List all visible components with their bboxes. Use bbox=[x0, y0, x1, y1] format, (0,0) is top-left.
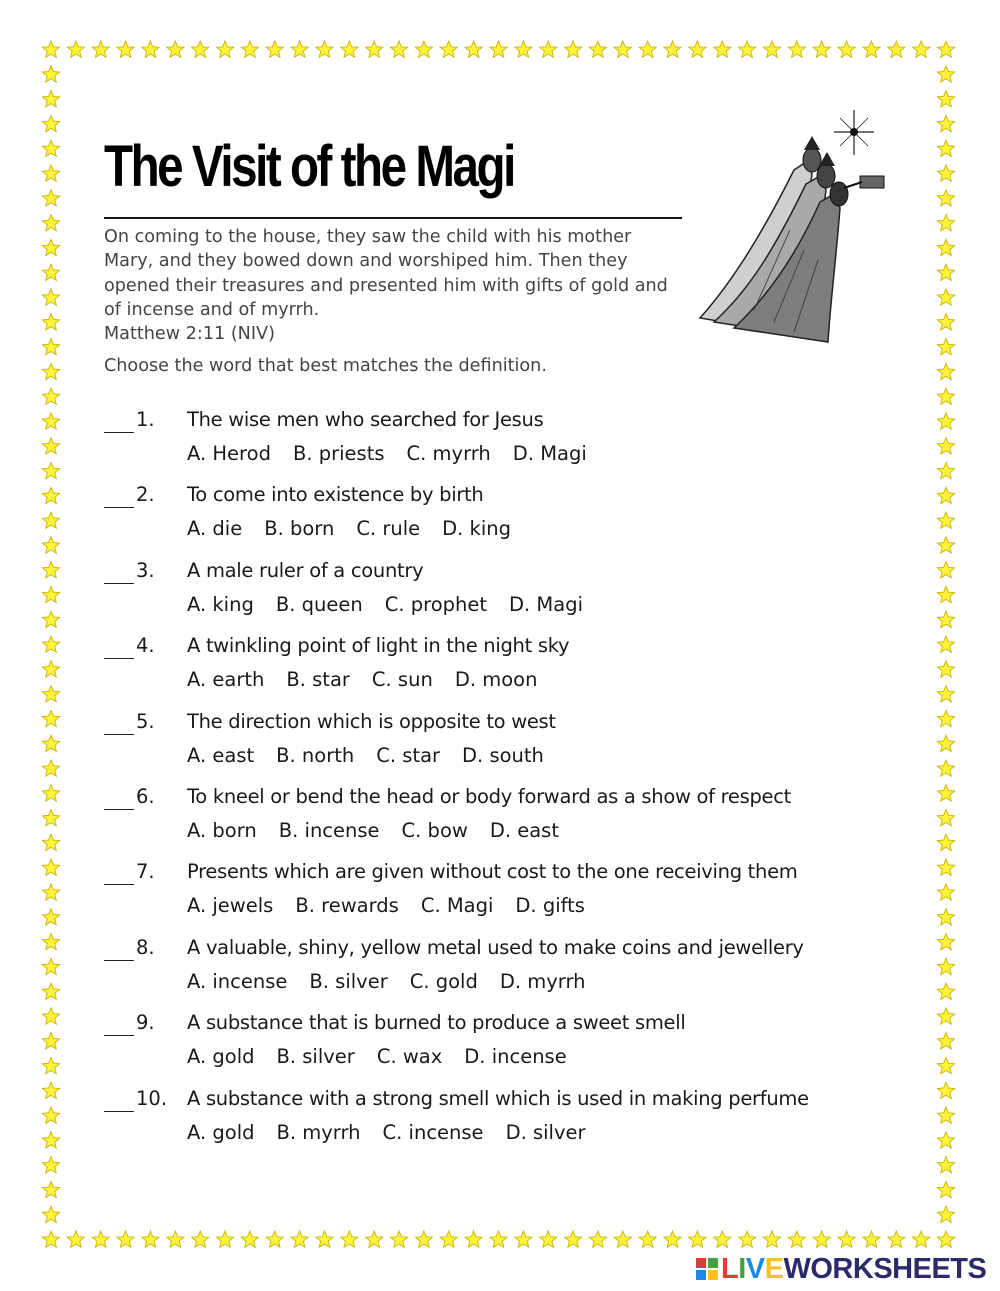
question-item bbox=[104, 556, 904, 631]
border-star-icon bbox=[937, 537, 954, 553]
border-star-icon bbox=[838, 1231, 855, 1247]
border-star-icon bbox=[42, 289, 59, 305]
answer-choices bbox=[187, 1045, 589, 1068]
border-star-icon bbox=[42, 785, 59, 801]
border-star-icon bbox=[266, 1231, 283, 1247]
wise-men-figures bbox=[700, 136, 884, 342]
border-star-icon bbox=[42, 1231, 59, 1247]
border-star-icon bbox=[42, 165, 59, 181]
answer-choice: C. wax bbox=[376, 1045, 443, 1069]
border-star-icon bbox=[937, 1058, 954, 1074]
answer-choice: C. star bbox=[376, 743, 441, 767]
border-star-icon bbox=[937, 884, 954, 900]
border-star-icon bbox=[937, 165, 954, 181]
answer-choice: C. sun bbox=[371, 668, 433, 692]
answer-choice: B. silver bbox=[309, 969, 388, 993]
answer-choice: D. Magi bbox=[512, 442, 587, 465]
answer-choice: C. Magi bbox=[420, 894, 494, 918]
border-star-icon bbox=[42, 388, 59, 404]
answer-choice: B. silver bbox=[276, 1045, 355, 1069]
liveworksheets-logo-icon bbox=[696, 1258, 718, 1280]
question-item bbox=[104, 857, 904, 932]
border-star-icon bbox=[937, 239, 954, 255]
question-item bbox=[104, 782, 904, 857]
border-star-icon bbox=[490, 41, 507, 57]
question-number: 4. bbox=[136, 634, 155, 658]
instruction-text: Choose the word that best matches the definition. bbox=[104, 356, 547, 376]
border-star-icon bbox=[415, 1231, 432, 1247]
border-star-icon bbox=[192, 1231, 209, 1247]
border-star-icon bbox=[937, 1132, 954, 1148]
answer-choices bbox=[187, 593, 605, 616]
border-star-icon bbox=[42, 834, 59, 850]
answer-choice: C. incense bbox=[382, 1120, 484, 1144]
border-star-icon bbox=[937, 41, 954, 57]
scripture-passage bbox=[104, 225, 684, 346]
border-star-icon bbox=[937, 1181, 954, 1197]
question-definition: A twinkling point of light in the night sky bbox=[187, 634, 570, 658]
answer-blank[interactable] bbox=[104, 1035, 134, 1036]
border-star-icon bbox=[42, 1008, 59, 1024]
answer-choice: D. Magi bbox=[509, 592, 583, 616]
border-star-icon bbox=[42, 215, 59, 231]
question-item bbox=[104, 480, 904, 555]
answer-choice: A. gold bbox=[187, 1045, 255, 1069]
border-star-icon bbox=[440, 1231, 457, 1247]
answer-choices bbox=[187, 970, 608, 993]
question-item bbox=[104, 405, 904, 480]
border-star-icon bbox=[117, 1231, 134, 1247]
answer-choices bbox=[187, 668, 559, 691]
border-star-icon bbox=[42, 463, 59, 479]
border-star-icon bbox=[937, 760, 954, 776]
question-definition: A substance that is burned to produce a sweet smell bbox=[187, 1011, 686, 1035]
question-item bbox=[104, 933, 904, 1008]
border-star-icon bbox=[664, 1231, 681, 1247]
answer-blank[interactable] bbox=[104, 884, 134, 885]
liveworksheets-brand bbox=[696, 1254, 986, 1284]
border-star-icon bbox=[42, 636, 59, 652]
border-star-icon bbox=[937, 1231, 954, 1247]
border-star-icon bbox=[42, 339, 59, 355]
answer-choice: A. earth bbox=[187, 668, 265, 692]
answer-choices bbox=[187, 517, 533, 540]
border-star-icon bbox=[440, 41, 457, 57]
border-star-icon bbox=[589, 41, 606, 57]
logo-square bbox=[708, 1258, 718, 1268]
border-star-icon bbox=[42, 1082, 59, 1098]
answer-choice: B. rewards bbox=[295, 894, 399, 918]
answer-blank[interactable] bbox=[104, 809, 134, 810]
border-star-icon bbox=[42, 438, 59, 454]
answer-choice: A. gold bbox=[187, 1120, 255, 1144]
border-star-icon bbox=[167, 1231, 184, 1247]
question-item bbox=[104, 1008, 904, 1083]
border-star-icon bbox=[813, 41, 830, 57]
border-star-icon bbox=[937, 215, 954, 231]
border-star-icon bbox=[291, 1231, 308, 1247]
answer-choice: B. priests bbox=[292, 442, 385, 465]
border-star-icon bbox=[391, 41, 408, 57]
border-star-icon bbox=[42, 1181, 59, 1197]
border-star-icon bbox=[391, 1231, 408, 1247]
answer-choice: D. gifts bbox=[515, 894, 585, 918]
border-star-icon bbox=[813, 1231, 830, 1247]
border-star-icon bbox=[937, 1008, 954, 1024]
border-star-icon bbox=[42, 983, 59, 999]
question-definition: Presents which are given without cost to the one receiving them bbox=[187, 860, 798, 884]
border-star-icon bbox=[937, 859, 954, 875]
border-star-icon bbox=[937, 958, 954, 974]
border-star-icon bbox=[42, 115, 59, 131]
border-star-icon bbox=[937, 586, 954, 602]
border-star-icon bbox=[937, 1082, 954, 1098]
border-star-icon bbox=[490, 1231, 507, 1247]
answer-choice: A. east bbox=[187, 743, 255, 767]
border-star-icon bbox=[888, 1231, 905, 1247]
border-star-icon bbox=[937, 512, 954, 528]
border-star-icon bbox=[42, 586, 59, 602]
answer-choice: D. south bbox=[462, 743, 544, 767]
answer-choice: B. north bbox=[276, 743, 355, 767]
answer-choice: D. moon bbox=[454, 668, 538, 692]
border-star-icon bbox=[589, 1231, 606, 1247]
answer-blank[interactable] bbox=[104, 960, 134, 961]
answer-blank[interactable] bbox=[104, 658, 134, 659]
border-star-icon bbox=[937, 710, 954, 726]
logo-square bbox=[696, 1270, 706, 1280]
border-star-icon bbox=[42, 1107, 59, 1123]
border-star-icon bbox=[739, 1231, 756, 1247]
border-star-icon bbox=[937, 934, 954, 950]
border-star-icon bbox=[937, 115, 954, 131]
answer-choice: B. incense bbox=[278, 818, 380, 842]
border-star-icon bbox=[937, 810, 954, 826]
border-star-icon bbox=[639, 1231, 656, 1247]
border-star-icon bbox=[937, 1157, 954, 1173]
border-star-icon bbox=[217, 41, 234, 57]
answer-choices bbox=[187, 744, 566, 767]
question-number: 7. bbox=[136, 860, 155, 884]
border-star-icon bbox=[788, 1231, 805, 1247]
answer-choice: D. king bbox=[442, 517, 511, 541]
border-star-icon bbox=[937, 1033, 954, 1049]
passage-text: On coming to the house, they saw the child with his mother Mary, and they bowed down and worshiped him. Then they opened their treasures and presented him with gifts of gold and of incense and of myrrh. bbox=[104, 227, 668, 320]
border-star-icon bbox=[42, 314, 59, 330]
question-number: 1. bbox=[136, 408, 155, 431]
border-star-icon bbox=[614, 1231, 631, 1247]
question-list bbox=[104, 405, 904, 1159]
border-star-icon bbox=[937, 289, 954, 305]
border-star-icon bbox=[42, 91, 59, 107]
question-number: 10. bbox=[136, 1086, 168, 1110]
border-star-icon bbox=[937, 91, 954, 107]
border-star-icon bbox=[937, 1107, 954, 1123]
border-star-icon bbox=[565, 41, 582, 57]
question-number: 6. bbox=[136, 784, 155, 808]
border-star-icon bbox=[142, 1231, 159, 1247]
question-number: 5. bbox=[136, 709, 155, 733]
border-star-icon bbox=[415, 41, 432, 57]
answer-choice: C. gold bbox=[409, 969, 478, 993]
border-star-icon bbox=[937, 388, 954, 404]
border-star-icon bbox=[937, 909, 954, 925]
border-star-icon bbox=[540, 1231, 557, 1247]
border-star-icon bbox=[863, 1231, 880, 1247]
border-star-icon bbox=[739, 41, 756, 57]
border-star-icon bbox=[42, 1206, 59, 1222]
title-underline bbox=[104, 217, 682, 219]
border-star-icon bbox=[341, 1231, 358, 1247]
border-star-icon bbox=[92, 41, 109, 57]
answer-choice: B. queen bbox=[275, 592, 363, 616]
answer-blank[interactable] bbox=[104, 1111, 134, 1112]
page-title: The Visit of the Magi bbox=[104, 134, 514, 199]
border-star-icon bbox=[42, 686, 59, 702]
border-star-icon bbox=[42, 562, 59, 578]
brand-name: LIVEWORKSHEETS bbox=[721, 1252, 987, 1285]
question-number: 3. bbox=[136, 558, 155, 582]
border-star-icon bbox=[42, 487, 59, 503]
border-star-icon bbox=[92, 1231, 109, 1247]
border-star-icon bbox=[42, 710, 59, 726]
border-star-icon bbox=[714, 1231, 731, 1247]
border-star-icon bbox=[366, 41, 383, 57]
border-star-icon bbox=[42, 512, 59, 528]
border-star-icon bbox=[540, 41, 557, 57]
border-star-icon bbox=[565, 1231, 582, 1247]
border-star-icon bbox=[291, 41, 308, 57]
answer-choice: D. incense bbox=[464, 1045, 567, 1069]
border-star-icon bbox=[788, 41, 805, 57]
logo-square bbox=[696, 1258, 706, 1268]
border-star-icon bbox=[316, 1231, 333, 1247]
border-star-icon bbox=[937, 363, 954, 379]
question-definition: To come into existence by birth bbox=[187, 483, 484, 507]
border-star-icon bbox=[937, 661, 954, 677]
border-star-icon bbox=[67, 1231, 84, 1247]
border-star-icon bbox=[937, 1206, 954, 1222]
answer-choice: D. east bbox=[489, 818, 559, 842]
border-star-icon bbox=[937, 339, 954, 355]
answer-choice: A. die bbox=[187, 517, 243, 541]
border-star-icon bbox=[42, 140, 59, 156]
border-star-icon bbox=[117, 41, 134, 57]
border-star-icon bbox=[763, 41, 780, 57]
answer-choices bbox=[187, 819, 581, 842]
border-star-icon bbox=[763, 1231, 780, 1247]
logo-square bbox=[708, 1270, 718, 1280]
question-number: 8. bbox=[136, 935, 155, 959]
border-star-icon bbox=[913, 1231, 930, 1247]
border-star-icon bbox=[366, 1231, 383, 1247]
border-star-icon bbox=[341, 41, 358, 57]
answer-choice: A. Herod bbox=[187, 442, 271, 465]
answer-blank[interactable] bbox=[104, 432, 134, 433]
border-star-icon bbox=[937, 140, 954, 156]
border-star-icon bbox=[913, 41, 930, 57]
border-star-icon bbox=[142, 41, 159, 57]
answer-choice: C. rule bbox=[356, 517, 421, 541]
answer-choice: B. star bbox=[286, 668, 350, 692]
border-star-icon bbox=[937, 487, 954, 503]
border-star-icon bbox=[937, 66, 954, 82]
magi-illustration bbox=[694, 110, 899, 350]
question-item bbox=[104, 631, 904, 706]
border-star-icon bbox=[42, 239, 59, 255]
border-star-icon bbox=[937, 438, 954, 454]
question-number: 9. bbox=[136, 1011, 155, 1035]
answer-choice: A. jewels bbox=[187, 894, 274, 918]
question-definition: A substance with a strong smell which is used in making perfume bbox=[187, 1086, 809, 1110]
border-star-icon bbox=[42, 934, 59, 950]
border-star-icon bbox=[42, 1058, 59, 1074]
border-star-icon bbox=[42, 537, 59, 553]
border-star-icon bbox=[465, 41, 482, 57]
question-definition: The direction which is opposite to west bbox=[187, 709, 556, 733]
border-star-icon bbox=[266, 41, 283, 57]
border-star-icon bbox=[42, 41, 59, 57]
question-number: 2. bbox=[136, 483, 155, 507]
border-star-icon bbox=[937, 463, 954, 479]
border-star-icon bbox=[515, 1231, 532, 1247]
border-star-icon bbox=[42, 859, 59, 875]
answer-choice: B. myrrh bbox=[276, 1120, 361, 1144]
border-star-icon bbox=[42, 264, 59, 280]
answer-choice: C. myrrh bbox=[406, 442, 491, 465]
question-item bbox=[104, 1084, 904, 1159]
border-star-icon bbox=[937, 314, 954, 330]
answer-choice: D. myrrh bbox=[499, 969, 586, 993]
answer-choice: A. king bbox=[187, 592, 254, 616]
border-star-icon bbox=[937, 983, 954, 999]
border-star-icon bbox=[42, 909, 59, 925]
border-star-icon bbox=[67, 41, 84, 57]
border-star-icon bbox=[42, 1132, 59, 1148]
border-star-icon bbox=[167, 41, 184, 57]
border-star-icon bbox=[42, 735, 59, 751]
border-star-icon bbox=[863, 41, 880, 57]
border-star-icon bbox=[42, 1157, 59, 1173]
question-definition: A male ruler of a country bbox=[187, 558, 424, 582]
border-star-icon bbox=[42, 661, 59, 677]
border-star-icon bbox=[515, 41, 532, 57]
answer-choice: C. bow bbox=[401, 818, 468, 842]
question-definition: To kneel or bend the head or body forward as a show of respect bbox=[187, 784, 791, 808]
border-star-icon bbox=[465, 1231, 482, 1247]
answer-choice: C. prophet bbox=[384, 592, 488, 616]
border-star-icon bbox=[42, 413, 59, 429]
border-star-icon bbox=[937, 834, 954, 850]
border-star-icon bbox=[888, 41, 905, 57]
border-star-icon bbox=[937, 785, 954, 801]
border-star-icon bbox=[42, 1033, 59, 1049]
answer-blank[interactable] bbox=[104, 734, 134, 735]
guiding-star-icon bbox=[834, 110, 874, 155]
border-star-icon bbox=[42, 363, 59, 379]
border-star-icon bbox=[937, 190, 954, 206]
border-star-icon bbox=[316, 41, 333, 57]
answer-choices bbox=[187, 894, 607, 917]
answer-choices bbox=[187, 442, 609, 465]
border-star-icon bbox=[42, 958, 59, 974]
question-definition: The wise men who searched for Jesus bbox=[187, 408, 544, 431]
border-star-icon bbox=[838, 41, 855, 57]
border-star-icon bbox=[937, 636, 954, 652]
answer-choice: A. incense bbox=[187, 969, 288, 993]
answer-choice: D. silver bbox=[505, 1120, 586, 1144]
question-definition: A valuable, shiny, yellow metal used to make coins and jewellery bbox=[187, 935, 804, 959]
border-star-icon bbox=[192, 41, 209, 57]
border-star-icon bbox=[42, 611, 59, 627]
answer-choice: B. born bbox=[264, 517, 335, 541]
border-star-icon bbox=[937, 562, 954, 578]
border-star-icon bbox=[937, 611, 954, 627]
border-star-icon bbox=[937, 735, 954, 751]
border-star-icon bbox=[42, 190, 59, 206]
border-star-icon bbox=[42, 66, 59, 82]
answer-choice: A. born bbox=[187, 818, 257, 842]
question-item bbox=[104, 707, 904, 782]
border-star-icon bbox=[241, 41, 258, 57]
border-star-icon bbox=[689, 1231, 706, 1247]
passage-reference: Matthew 2:11 (NIV) bbox=[104, 324, 275, 345]
border-star-icon bbox=[937, 264, 954, 280]
border-star-icon bbox=[639, 41, 656, 57]
answer-blank[interactable] bbox=[104, 507, 134, 508]
border-star-icon bbox=[42, 884, 59, 900]
border-star-icon bbox=[42, 760, 59, 776]
border-star-icon bbox=[937, 686, 954, 702]
border-star-icon bbox=[241, 1231, 258, 1247]
border-star-icon bbox=[42, 810, 59, 826]
border-star-icon bbox=[614, 41, 631, 57]
answer-blank[interactable] bbox=[104, 583, 134, 584]
border-star-icon bbox=[664, 41, 681, 57]
border-star-icon bbox=[217, 1231, 234, 1247]
border-star-icon bbox=[937, 413, 954, 429]
border-star-icon bbox=[714, 41, 731, 57]
border-star-icon bbox=[689, 41, 706, 57]
answer-choices bbox=[187, 1121, 608, 1144]
